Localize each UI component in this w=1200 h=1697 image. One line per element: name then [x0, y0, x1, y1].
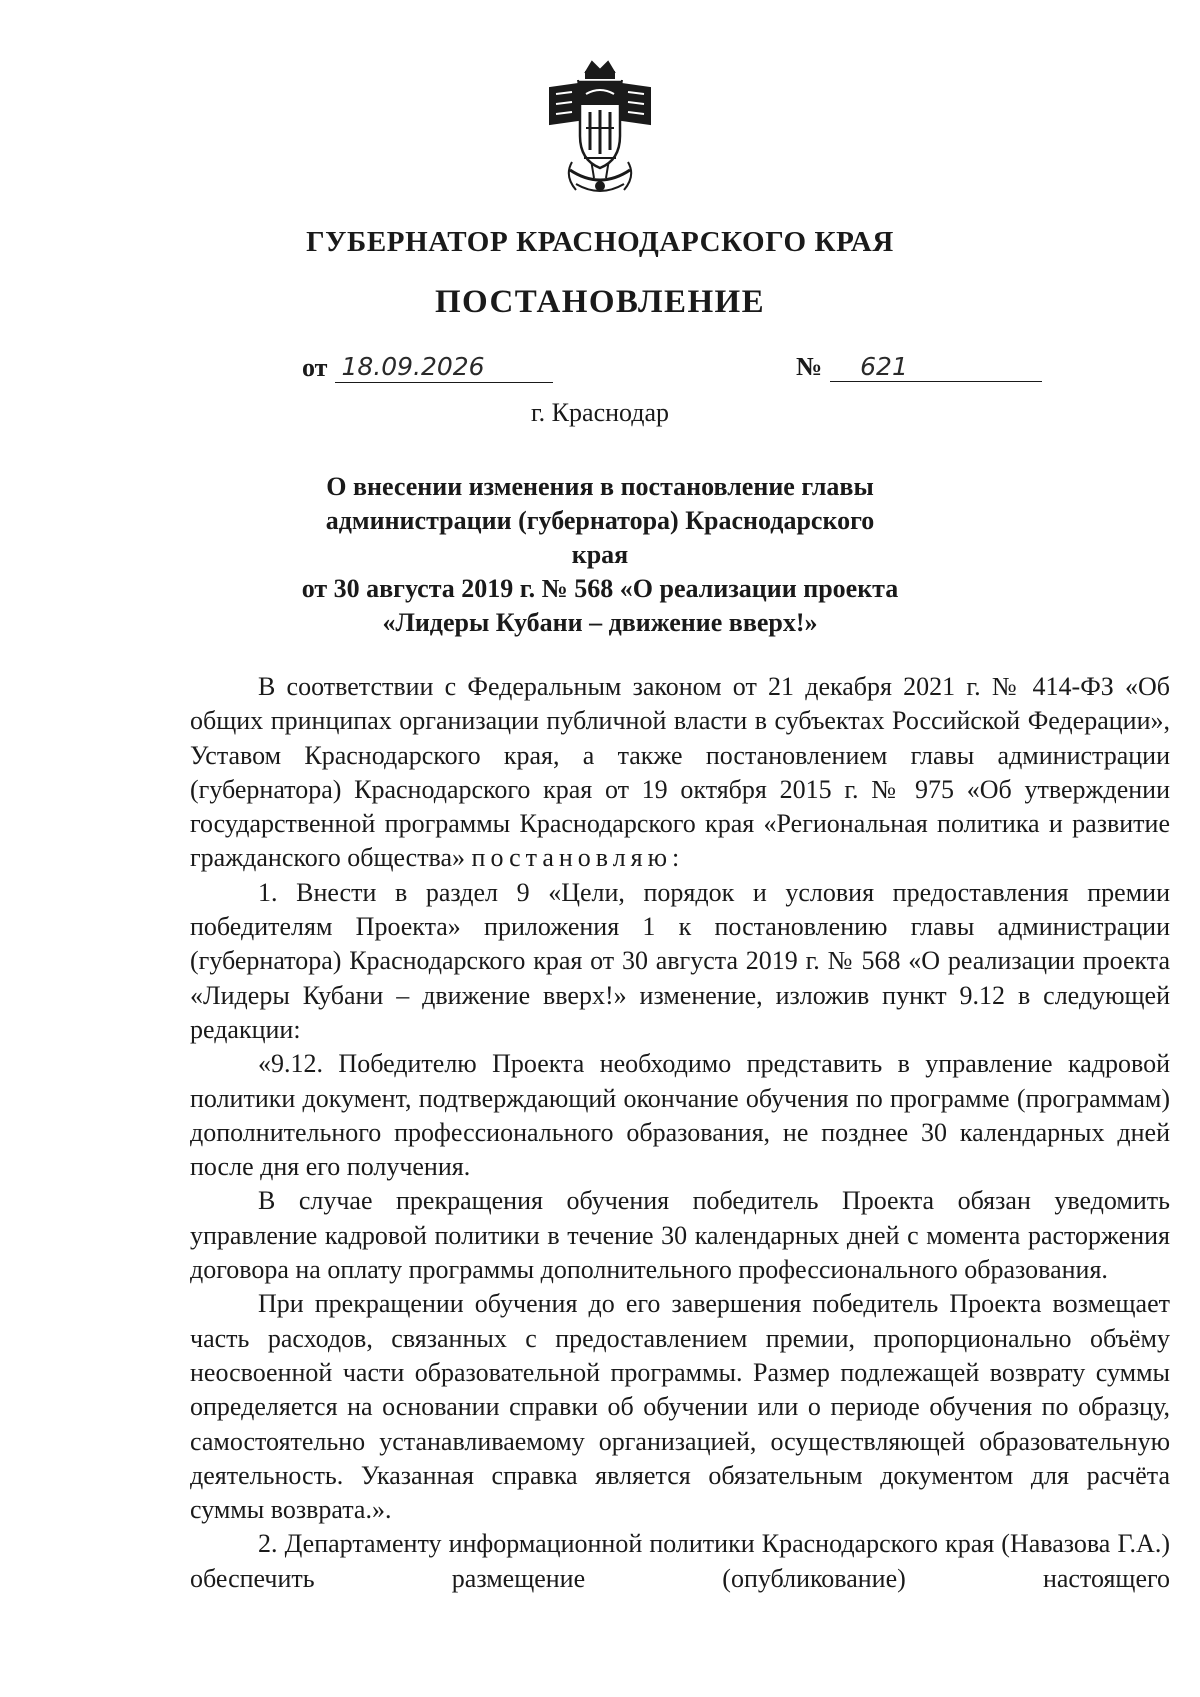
preamble-text: В соответствии с Федеральным законом от 21 декабря 2021 г. № 414-ФЗ «Об общих принципах организации публичной власти в субъектах Российской Федерации», Уставом Краснодарского края, а также постановлением главы администрации (губернатора) Краснодарского края от 19 октября 2015 г. № 975 «Об утверждении государственной программы Краснодарского края «Региональная политика и развитие гражданского общества» [190, 672, 1170, 873]
title-line: администрации (губернатора) Краснодарского края [325, 506, 875, 569]
authority-heading: ГУБЕРНАТОР КРАСНОДАРСКОГО КРАЯ [306, 226, 894, 258]
title-line: О внесении изменения в постановление главы [326, 472, 874, 501]
item-1-paragraph: 1. Внести в раздел 9 «Цели, порядок и условия предоставления премии победителям Проекта» приложения 1 к постановлению главы администрации (губернатора) Краснодарского края от 30 августа 2019 г. № 568 «О реализации проекта «Лидеры Кубани – движение вверх!» изменение, изложив пункт 9.12 в следующей редакции: [190, 877, 1170, 1044]
item-1-text-paragraph: «9.12. Победителю Проекта необходимо представить в управление кадровой политики документ, подтверждающий окончание обучения по программе (программам) дополнительного профессионального образования, не позднее 30 календарных дней после дня его получения. [190, 1049, 1170, 1182]
item-1-paragraph-3: При прекращении обучения до его завершения победитель Проекта возмещает часть расходов, связанных с предоставлением премии, пропорционально объёму неосвоенной части образовательной программы. Размер подлежащей возврату суммы определяется на основании справки об обучении или о периоде обучения по образцу, самостоятельно устанавливаемому организацией, осуществляющей образовательную деятельность. Указанная справка является обязательным документом для расчёта суммы возврата.». [190, 1289, 1170, 1525]
title-line: «Лидеры Кубани – движение вверх!» [382, 608, 818, 637]
date-line [302, 352, 553, 386]
date-handwritten: 18.09.2026 [335, 352, 553, 383]
title-line: от 30 августа 2019 г. № 568 «О реализации проекта [301, 574, 899, 603]
coat-of-arms-icon [536, 58, 664, 206]
resolve-word: постановляю: [471, 843, 685, 873]
number-handwritten: 621 [830, 352, 1042, 382]
number-prefix: № [796, 352, 823, 381]
preamble-paragraph [190, 670, 1170, 876]
date-prefix: от [302, 353, 328, 382]
number-line [796, 352, 1042, 386]
city-line: г. Краснодар [530, 398, 670, 427]
document-type-heading: ПОСТАНОВЛЕНИЕ [434, 284, 765, 320]
document-title [300, 470, 900, 640]
item-1-paragraph-2: В случае прекращения обучения победитель Проекта обязан уведомить управление кадровой политики в течение 30 календарных дней с момента расторжения договора на оплату программы дополнительного профессионального образования. [190, 1186, 1170, 1285]
item-2-paragraph: 2. Департаменту информационной политики Краснодарского края (Навазова Г.А.) обеспечить размещение (опубликование) настоящего [190, 1529, 1170, 1593]
document-body [190, 670, 1170, 1596]
